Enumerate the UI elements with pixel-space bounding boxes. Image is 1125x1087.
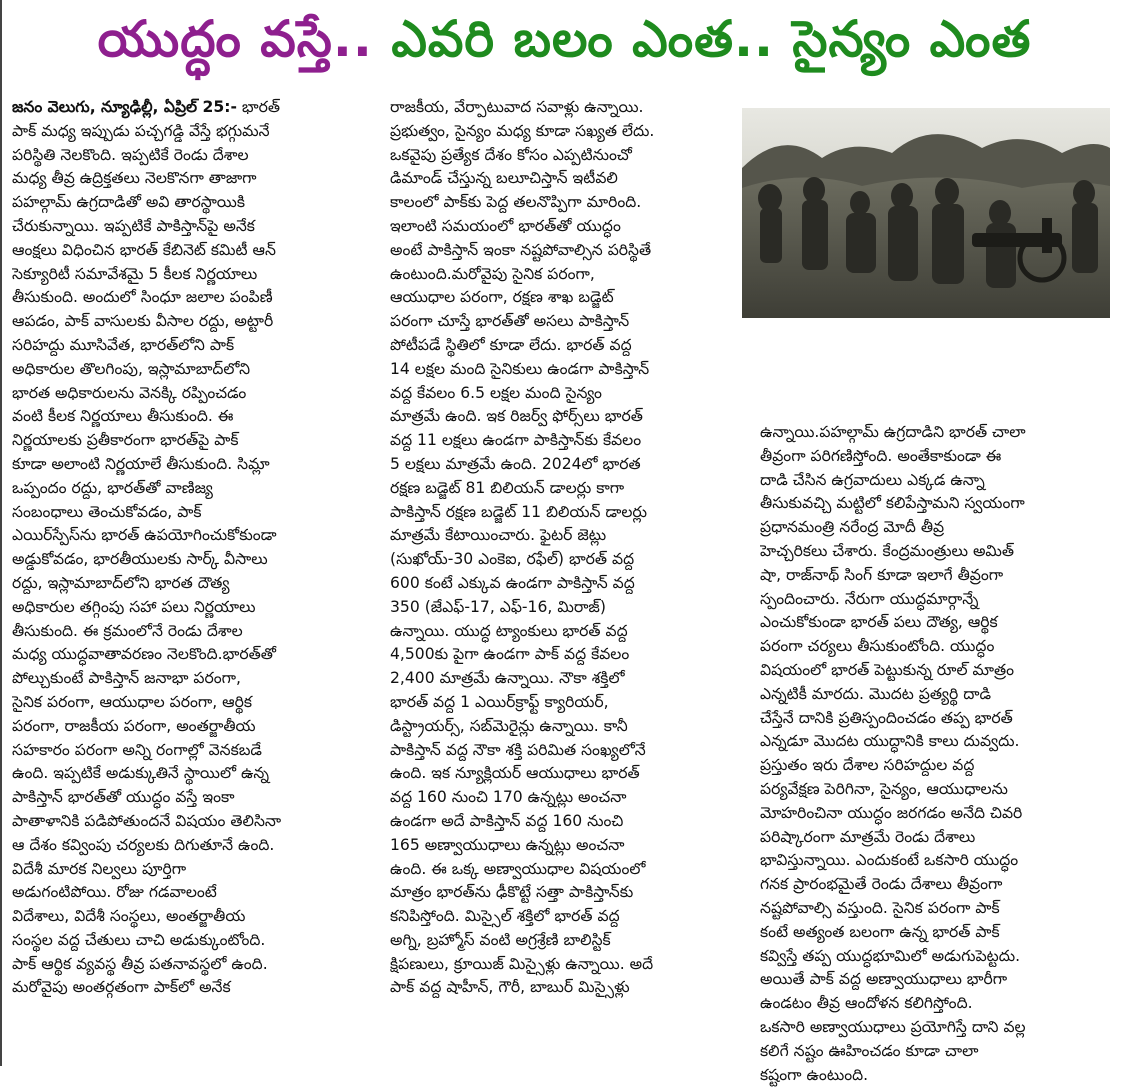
article-line: ఒప్పందం రద్దు, భారత్‌తో వాణిజ్య bbox=[12, 478, 213, 497]
article-line: కనిపిస్తోంది. మిస్సైల్ శక్తిలో భారత్ వద్ద bbox=[390, 907, 620, 926]
article-line: పోల్చుకుంటే పాకిస్తాన్ జనాభా పరంగా, bbox=[12, 669, 241, 688]
article-line: వద్ద 160 నుంచి 170 ఉన్నట్లు అంచనా bbox=[390, 788, 627, 807]
article-line: పరంగా చర్యలు తీసుకుంటోంది. యుద్ధం bbox=[760, 637, 995, 656]
article-line: ఉంది. ఈ ఒక్క అణ్వాయుధాల విషయంలో bbox=[390, 859, 646, 878]
article-line: రద్దు, ఇస్లామాబాద్‌లోని భారత దౌత్య bbox=[12, 573, 230, 592]
article-line: కూడా అలాంటి నిర్ణయాలే తీసుకుంది. సిమ్లా bbox=[12, 454, 270, 473]
article-line: డిమాండ్ చేస్తున్న బలూచిస్తాన్ ఇటీవలి bbox=[390, 169, 618, 188]
article-line: ఆ దేశం కవ్వింపు చర్యలకు దిగుతూనే ఉంది. bbox=[12, 835, 275, 854]
article-line: రక్షణ బడ్జెట్ 81 బిలియన్ డాలర్లు కాగా bbox=[390, 478, 625, 497]
article-line: ప్రధానమంత్రి నరేంద్ర మోదీ తీవ్ర bbox=[760, 518, 945, 537]
article-line bbox=[12, 96, 372, 120]
article-line: ఒకసారి అణ్వాయుధాలు ప్రయోగిస్తే దాని వల్ల bbox=[760, 1017, 1026, 1036]
article-line: భారత అధికారులను వెనక్కి రప్పించడం bbox=[12, 383, 247, 402]
article-line: విదేశీ మారక నిల్వలు పూర్తిగా bbox=[12, 859, 187, 878]
article-line: 600 కంటే ఎక్కువ ఉండగా పాకిస్తాన్ వద్ద bbox=[390, 573, 635, 592]
article-line: అధికారుల తొలగింపు, ఇస్లామాబాద్‌లోని bbox=[12, 359, 251, 378]
article-line: ఉండటం తీవ్ర ఆందోళన కలిగిస్తోంది. bbox=[760, 994, 973, 1013]
article-line: ఒకవైపు ప్రత్యేక దేశం కోసం ఎప్పటినుంచో bbox=[390, 145, 632, 164]
article-line: ఉంది. ఇప్పటికే అడుక్కుతినే స్థాయిలో ఉన్న bbox=[12, 764, 269, 783]
article-line: 14 లక్షల మంది సైనికులు ఉండగా పాకిస్తాన్ bbox=[390, 359, 650, 378]
article-line: 350 (జేఎఫ్-17, ఎఫ్-16, మిరాజ్) bbox=[390, 597, 606, 616]
article-line: చేరుకున్నాయి. ఇప్పటికే పాకిస్తాన్‌పై అనేక bbox=[12, 216, 255, 235]
article-line: ఎన్నటికీ మారదు. మొదట ప్రత్యర్థి దాడి bbox=[760, 684, 992, 703]
article-line: కవ్విస్తే తప్ప యుద్ధభూమిలో అడుగుపెట్టదు. bbox=[760, 946, 1021, 965]
article-line: గనక ప్రారంభమైతే రెండు దేశాలు తీవ్రంగా bbox=[760, 875, 1003, 894]
article-line: ఉన్నాయి.పహల్గామ్ ఉగ్రదాడిని భారత్ చాలా bbox=[760, 423, 1026, 441]
article-line: రాజకీయ, వేర్పాటువాద సవాళ్లు ఉన్నాయి. bbox=[390, 98, 644, 116]
article-line: భావిస్తున్నాయి. ఎందుకంటే ఒకసారి యుద్ధం bbox=[760, 851, 1019, 870]
article-line: ప్రభుత్వం, సైన్యం మధ్య కూడా సఖ్యత లేదు. bbox=[390, 121, 655, 140]
article-line: పరిష్కారంగా మాత్రమే రెండు దేశాలు bbox=[760, 827, 976, 846]
article-line: విదేశాలు, విదేశీ సంస్థలు, అంతర్జాతీయ bbox=[12, 907, 246, 926]
article-line: ఉంది. ఇక న్యూక్లియర్ ఆయుధాలు భారత్ bbox=[390, 764, 640, 783]
article-line: వంటి కీలక నిర్ణయాలు తీసుకుంది. ఈ bbox=[12, 407, 234, 426]
article-line: నిర్ణయాలకు ప్రతీకారంగా భారత్‌పై పాక్ bbox=[12, 431, 239, 450]
headline-part-1: యుద్ధం వస్తే.. bbox=[97, 10, 373, 68]
article-line: అగ్ని, బ్రహ్మోస్ వంటి అగ్రశ్రేణి బాలిస్టిక్ bbox=[390, 930, 611, 949]
article-line: చేస్తేనే దానికి ప్రతిస్పందించడం తప్ప భారత్ bbox=[760, 708, 1013, 727]
article-line: పరంగా చూస్తే భారత్‌తో అసలు పాకిస్తాన్ bbox=[390, 312, 630, 331]
article-line: తీసుకుంది. అందులో సింధూ జలాల పంపిణీ bbox=[12, 288, 273, 307]
dateline: జనం వెలుగు, న్యూఢిల్లీ, ఏప్రిల్ 25:- bbox=[12, 98, 237, 116]
article-line: ఎన్నడూ మొదట యుద్ధానికి కాలు దువ్వదు. bbox=[760, 732, 1020, 751]
article-line: పాతాళానికి పడిపోతుందనే విషయం తెలిసినా bbox=[12, 811, 282, 830]
dateline-continuation: భారత్ bbox=[236, 98, 281, 116]
article-line: విషయంలో భారత్ పెట్టుకున్న రూల్ మాత్రం bbox=[760, 660, 1015, 679]
article-line: అడుగంటిపోయి. రోజు గడవాలంటే bbox=[12, 883, 217, 902]
article-line: షా, రాజ్‌నాథ్ సింగ్ కూడా ఇలాగే తీవ్రంగా bbox=[760, 565, 1004, 584]
article-line: అయితే పాక్ వద్ద అణ్వాయుధాలు భారీగా bbox=[760, 970, 1008, 989]
article-line: స్పందించారు. నేరుగా యుద్ధమార్గాన్నే bbox=[760, 589, 979, 608]
headline bbox=[97, 10, 1032, 68]
article-line: పాకిస్తాన్ వద్ద నౌకా శక్తి పరిమిత సంఖ్యలోనే bbox=[390, 740, 646, 759]
article-line: మరోవైపు అంతర్గతంగా పాక్‌లో అనేక bbox=[12, 978, 231, 997]
article-line: ఆయుధాల పరంగా, రక్షణ శాఖ బడ్జెట్ bbox=[390, 288, 614, 307]
article-line: ప్రస్తుతం ఇరు దేశాల సరిహద్దుల వద్ద bbox=[760, 756, 975, 775]
article-column-3 bbox=[760, 421, 1115, 1087]
article-line: మధ్య యుద్ధవాతావరణం నెలకొంది.భారత్‌తో bbox=[12, 645, 276, 664]
article-line: ఆంక్షలు విధించిన భారత్ కేబినెట్ కమిటీ ఆన్ bbox=[12, 240, 276, 259]
article-column-1 bbox=[12, 96, 372, 1000]
article-line: ఉండగా అదే పాకిస్తాన్ వద్ద 160 నుంచి bbox=[390, 811, 624, 830]
article-line: సెక్యూరిటీ సమావేశమై 5 కీలక నిర్ణయాలు bbox=[12, 264, 258, 283]
article-line: పాక్ ఆర్థిక వ్యవస్థ తీవ్ర పతనావస్థలో ఉంది. bbox=[12, 954, 268, 973]
article-line: డిస్ట్రాయర్స్, సబ్‌మెరైన్లు ఉన్నాయి. కానీ bbox=[390, 716, 628, 735]
article-line: సంబంధాలు తెంచుకోవడం, పాక్ bbox=[12, 502, 202, 521]
article-line: కష్టంగా ఉంటుంది. bbox=[760, 1065, 869, 1084]
article-line: ఎయిర్‌స్పేస్‌ను భారత్ ఉపయోగించుకోకుండా bbox=[12, 526, 277, 545]
article-line: మాత్రమే కేటాయించారు. ఫైటర్ జెట్లు bbox=[390, 526, 607, 545]
article-line: పాక్ వద్ద షాహీన్, గౌరీ, బాబుర్ మిస్సైళ్లు bbox=[390, 978, 630, 997]
article-line: పాక్ మధ్య ఇప్పుడు పచ్చగడ్డి వేస్తే భగ్గుమనే bbox=[12, 121, 270, 140]
article-line: తీవ్రంగా పరిగణిస్తోంది. అంతేకాకుండా ఈ bbox=[760, 446, 1002, 465]
article-line: వద్ద కేవలం 6.5 లక్షల మంది సైన్యం bbox=[390, 383, 602, 402]
article-line: అంటే పాకిస్తాన్ ఇంకా నష్టపోవాల్సిన పరిస్థితే bbox=[390, 240, 652, 259]
article-line: మధ్య తీవ్ర ఉద్రిక్తతలు నెలకొనగా తాజాగా bbox=[12, 169, 257, 188]
article-line: ఉన్నాయి. యుద్ధ ట్యాంకులు భారత్ వద్ద bbox=[390, 621, 628, 640]
article-line: కాలంలో పాక్‌కు పెద్ద తలనొప్పిగా మారింది. bbox=[390, 193, 642, 212]
article-line: అడ్డుకోవడం, భారతీయులకు సార్క్ వీసాలు bbox=[12, 550, 268, 569]
article-line: ఉంటుంది.మరోవైపు సైనిక పరంగా, bbox=[390, 264, 595, 283]
article-line: పహల్గామ్ ఉగ్రదాడితో అవి తారస్థాయికి bbox=[12, 193, 245, 212]
article-line: పరంగా, రాజకీయ పరంగా, అంతర్జాతీయ bbox=[12, 716, 256, 735]
article-line: (సుఖోయ్-30 ఎంకెఐ, రఫేల్) భారత్ వద్ద bbox=[390, 550, 635, 569]
headline-banner bbox=[2, 0, 1125, 78]
article-line: సరిహద్దు మూసివేత, భారత్‌లోని పాక్ bbox=[12, 335, 235, 354]
article-line: కంటే అత్యంత బలంగా ఉన్న భారత్ పాక్ bbox=[760, 922, 1000, 941]
article-line: తీసుకుంది. ఈ క్రమంలోనే రెండు దేశాల bbox=[12, 621, 243, 640]
article-line: పర్యవేక్షణ పెరిగినా, సైన్యం, ఆయుధాలను bbox=[760, 779, 1008, 798]
article-line: ఇలాంటి సమయంలో భారత్‌తో యుద్ధం bbox=[390, 216, 621, 235]
article-line: కలిగే నష్టం ఊహించడం కూడా చాలా bbox=[760, 1041, 979, 1060]
article-line: 2,400 మాత్రమే ఉన్నాయి. నౌకా శక్తిలో bbox=[390, 669, 625, 688]
article-line: భారత్ వద్ద 1 ఎయిర్‌క్రాఫ్ట్ క్యారియర్, bbox=[390, 692, 609, 711]
article-line: సంస్థల వద్ద చేతులు చాచి అడుక్కుంటోంది. bbox=[12, 930, 266, 949]
article-line: మాత్రమే ఉంది. ఇక రిజర్వ్ ఫోర్స్‌లు భారత్ bbox=[390, 407, 643, 426]
headline-part-2: ఎవరి బలం ఎంత.. సైన్యం ఎంత bbox=[391, 10, 1032, 68]
article-line: వద్ద 11 లక్షలు ఉండగా పాకిస్తాన్‌కు కేవలం bbox=[390, 431, 642, 450]
article-line: సహకారం పరంగా అన్ని రంగాల్లో వెనకబడే bbox=[12, 740, 262, 759]
article-line: పరిస్థితి నెలకొంది. ఇప్పటికే రెండు దేశాల bbox=[12, 145, 249, 164]
article-line: దాడి చేసిన ఉగ్రవాదులు ఎక్కడ ఉన్నా bbox=[760, 470, 985, 489]
article-line: అధికారుల తగ్గింపు సహా పలు నిర్ణయాలు bbox=[12, 597, 256, 616]
article-line: 5 లక్షలు మాత్రమే ఉంది. 2024లో భారత bbox=[390, 454, 641, 473]
article-line: 165 అణ్వాయుధాలు ఉన్నట్లు అంచనా bbox=[390, 835, 625, 854]
article-line: నష్టపోవాల్సి వస్తుంది. సైనిక పరంగా పాక్ bbox=[760, 898, 1000, 917]
article-line: మాత్రం భారత్‌ను ఢీకొట్టే సత్తా పాకిస్తాన్‌కు bbox=[390, 883, 634, 902]
article-line: క్షిపణులు, క్రూయిజ్ మిస్సైళ్లు ఉన్నాయి. అదే bbox=[390, 954, 654, 973]
article-line: ఆపడం, పాక్ వాసులకు వీసాల రద్దు, అట్టారీ bbox=[12, 312, 274, 331]
article-photo bbox=[742, 108, 1110, 318]
article-line: తీసుకువచ్చి మట్టిలో కలిపేస్తామని స్వయంగా bbox=[760, 494, 1025, 513]
article-line: 4,500కు పైగా ఉండగా పాక్ వద్ద కేవలం bbox=[390, 645, 630, 664]
article-line: ఎంచుకోకుండా భారత్ పలు దౌత్య, ఆర్థిక bbox=[760, 613, 998, 632]
article-line: సైనిక పరంగా, ఆయుధాల పరంగా, ఆర్థిక bbox=[12, 692, 252, 711]
soldiers-with-artillery-image bbox=[742, 108, 1110, 318]
article-line: పాకిస్తాన్ రక్షణ బడ్జెట్ 11 బిలియన్ డాలర్లు bbox=[390, 502, 648, 521]
article-line: హెచ్చరికలు చేశారు. కేంద్రమంత్రులు అమిత్ bbox=[760, 541, 1015, 560]
article-line: పాకిస్తాన్ భారత్‌తో యుద్ధం వస్తే ఇంకా bbox=[12, 788, 235, 807]
article-line: మోహరించినా యుద్ధం జరగడం అనేది చివరి bbox=[760, 803, 1023, 822]
article-column-2 bbox=[390, 96, 750, 1000]
article-line: పోటీపడే స్థితిలో కూడా లేదు. భారత్ వద్ద bbox=[390, 335, 632, 354]
